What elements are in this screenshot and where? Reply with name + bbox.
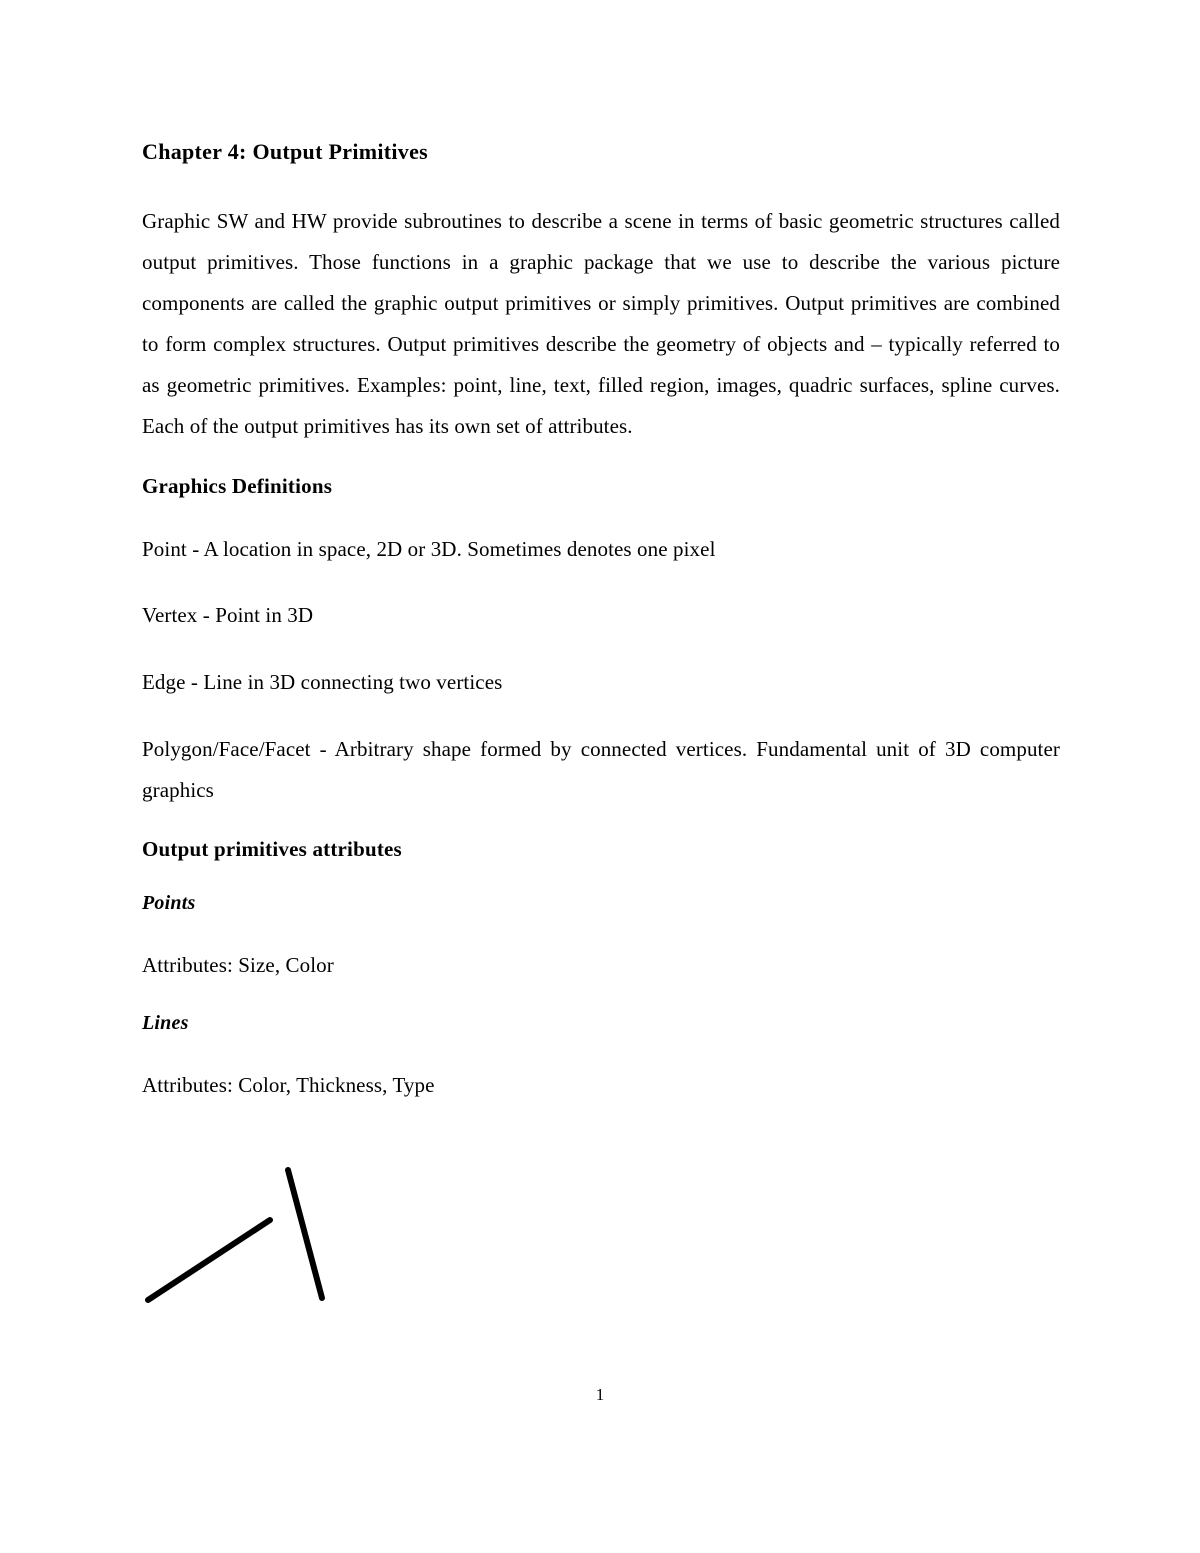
definition-point: Point - A location in space, 2D or 3D. Sometimes denotes one pixel (142, 536, 716, 561)
intro-paragraph: Graphic SW and HW provide subroutines to describe a scene in terms of basic geometric structures called output primitives. Those functions in a graphic package that we use to describe the various picture components are called the graphic output primitives or simply primitives. Output primitives are combined to form complex structures. Output primitives describe the geometry of objects and – typically referred to as geometric primitives. Examples: point, line, text, filled region, images, quadric surfaces, spline curves. Each of the output primitives has its own set of attributes. (142, 208, 1060, 439)
points-attributes: Attributes: Size, Color (142, 953, 334, 978)
page-title: Chapter 4: Output Primitives (142, 139, 429, 164)
definition-vertex: Vertex - Point in 3D (142, 603, 314, 628)
lines-attributes: Attributes: Color, Thickness, Type (142, 1073, 435, 1098)
heading-graphics-definitions: Graphics Definitions (142, 473, 333, 498)
two-line-segments-figure (142, 1158, 562, 1328)
page-number: 1 (595, 1385, 605, 1404)
heading-output-primitives-attributes: Output primitives attributes (142, 837, 402, 862)
definition-edge: Edge - Line in 3D connecting two vertices (142, 670, 503, 695)
subheading-lines: Lines (142, 1012, 189, 1035)
subheading-points: Points (142, 892, 196, 915)
definition-polygon: Polygon/Face/Facet - Arbitrary shape formed by connected vertices. Fundamental unit of 3D computer graphics (142, 737, 1060, 803)
